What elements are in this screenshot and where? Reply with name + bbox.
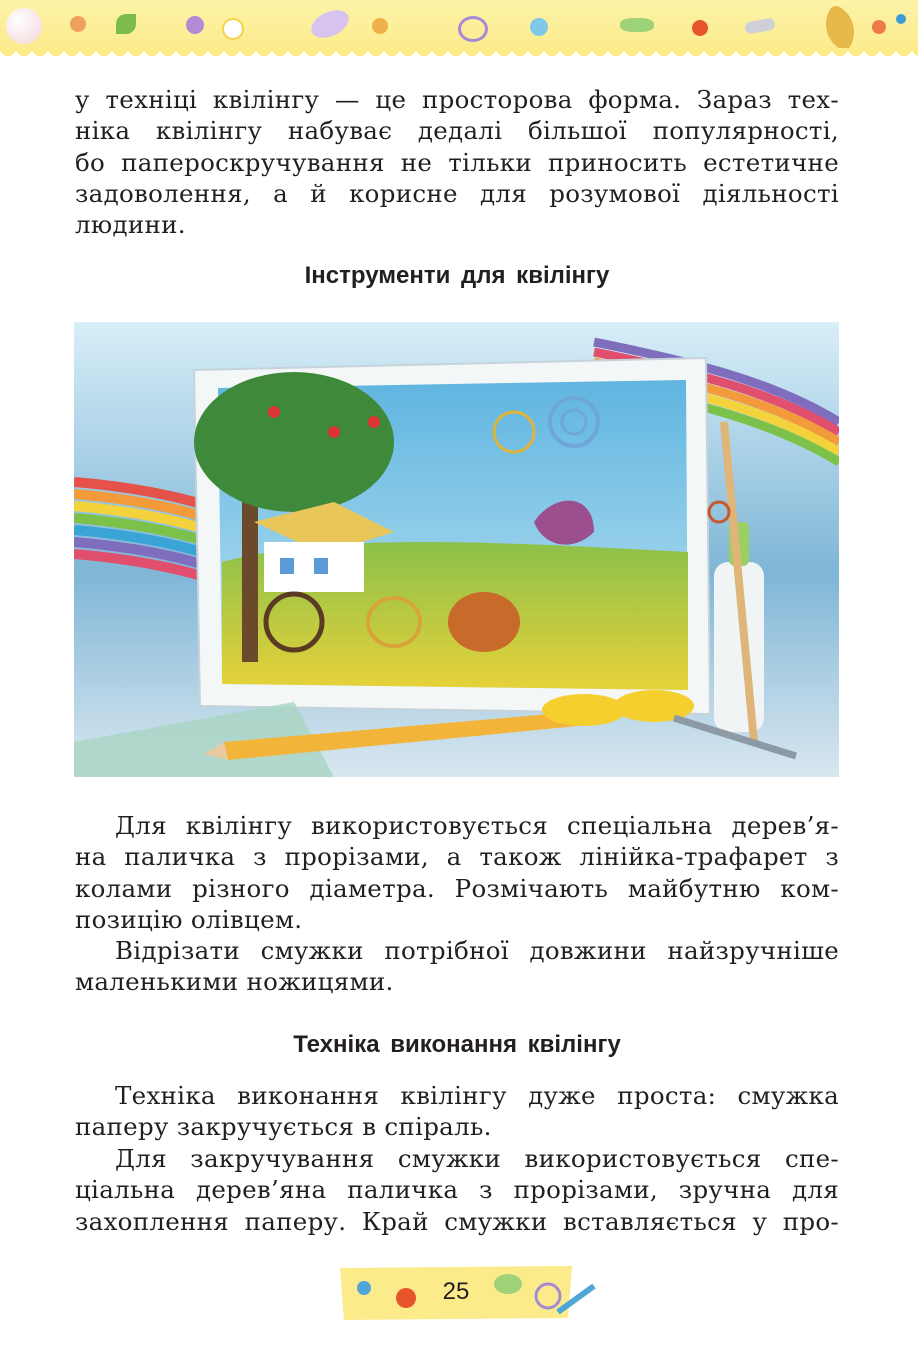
pearl-icon (6, 8, 42, 44)
page-footer (336, 1262, 598, 1322)
text-line: ціальна дерев’яна паличка з прорізами, зручна для (75, 1175, 839, 1205)
text-line: колами різного діаметра. Розмічають майбутню ком- (75, 873, 839, 903)
paragraph-tools-description (75, 810, 839, 935)
text-line: ніка квілінгу набуває дедалі більшої популярності, (75, 116, 839, 146)
leaf-icon (307, 5, 353, 44)
paragraph-intro (75, 84, 839, 240)
daisy-icon (222, 18, 244, 40)
section-heading-technique: Техніка виконання квілінгу (293, 1031, 621, 1058)
flower-icon (530, 18, 548, 36)
text-line: Для квілінгу використовується спеціальна дерев’я- (115, 811, 839, 840)
text-line: захоплення паперу. Край смужки вставляється у про- (75, 1206, 839, 1236)
text-line: задоволення, а й корисне для розумової діяльності (75, 178, 839, 208)
flower-icon (70, 16, 86, 32)
text-line: Для закручування смужки використовується спе- (115, 1144, 839, 1173)
dot-icon (896, 14, 906, 24)
text-line: людини. (75, 210, 186, 240)
text-line: паперу закручується в спіраль. (75, 1112, 492, 1142)
text-line: на паличка з прорізами, а також лінійка-трафарет з (75, 842, 839, 872)
text-line: Техніка виконання квілінгу дуже проста: смужка (115, 1081, 839, 1110)
bow-icon (620, 18, 654, 32)
ball-icon (692, 20, 708, 36)
text-line: маленькими ножицями. (75, 967, 394, 997)
leaf-icon (116, 14, 136, 34)
text-line: Відрізати смужки потрібної довжини найзручніше (115, 936, 839, 965)
text-line: бо папероскручування не тільки приносить естетичне (75, 147, 839, 177)
paragraph-scissors (75, 935, 839, 998)
paragraph-technique-tool (75, 1143, 839, 1237)
flower-icon (186, 16, 204, 34)
spiral-icon (458, 16, 488, 42)
page-number: 25 (442, 1278, 470, 1305)
maple-leaf-icon (815, 3, 864, 52)
section-heading-tools: Інструменти для квілінгу (304, 262, 610, 289)
paragraph-technique-simple (75, 1080, 839, 1143)
flower-icon (372, 18, 388, 34)
text-line: у техніці квілінгу — це просторова форма. Зараз тех- (75, 85, 839, 114)
crayon-icon (744, 17, 776, 34)
top-decorative-border (0, 0, 918, 56)
flower-icon (872, 20, 886, 34)
text-line: позицію олівцем. (75, 904, 303, 934)
quilling-tools-photo (74, 322, 839, 777)
